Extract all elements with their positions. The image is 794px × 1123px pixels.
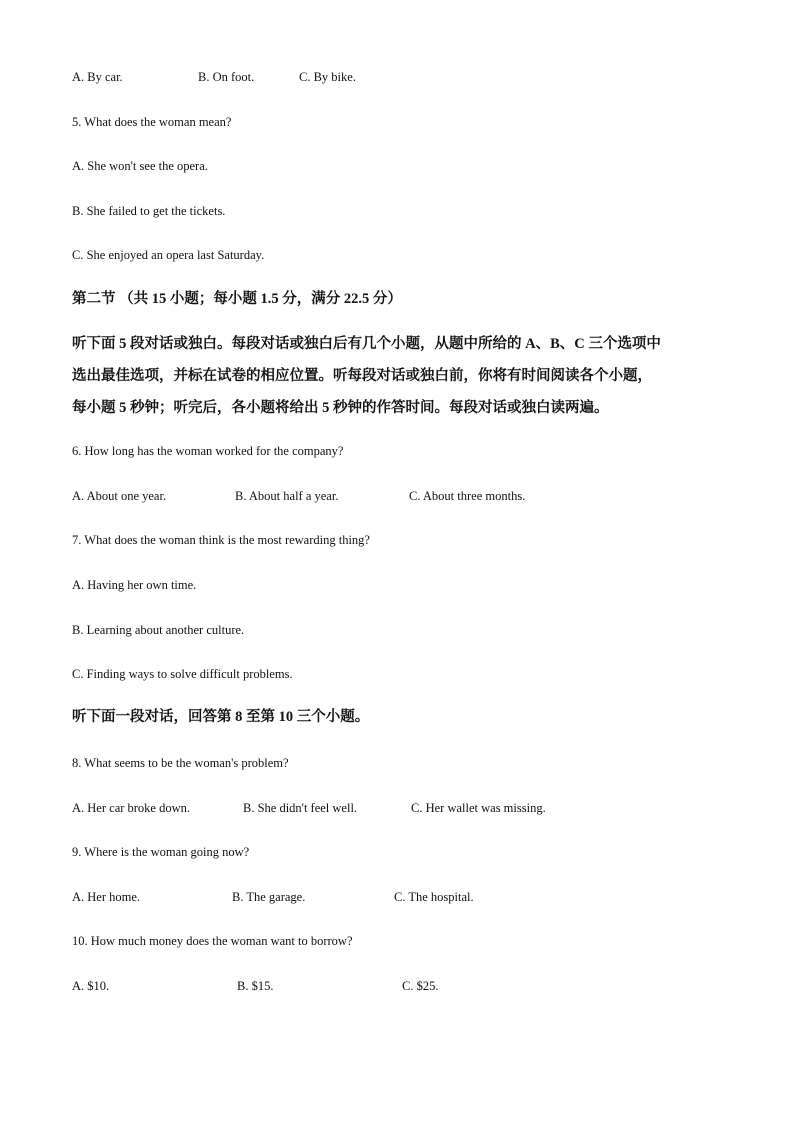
q5-option-c: C. She enjoyed an opera last Saturday.: [72, 248, 265, 262]
q10-option-c: C. $25.: [402, 979, 439, 993]
q6-option-a: A. About one year.: [72, 489, 167, 503]
q10-question: 10. How much money does the woman want to borrow?: [72, 934, 353, 948]
q7-option-c: C. Finding ways to solve difficult problems.: [72, 667, 293, 681]
q8-question: 8. What seems to be the woman's problem?: [72, 756, 289, 770]
q4-option-b: B. On foot.: [198, 70, 255, 84]
q7-option-b: B. Learning about another culture.: [72, 623, 245, 637]
q7-option-a: A. Having her own time.: [72, 578, 197, 592]
q8-option-b: B. She didn't feel well.: [243, 801, 358, 815]
q5-option-b: B. She failed to get the tickets.: [72, 204, 226, 218]
q9-option-a: A. Her home.: [72, 890, 141, 904]
dialog-intro: 听下面一段对话，回答第 8 至第 10 三个小题。: [72, 709, 370, 725]
q9-option-b: B. The garage.: [232, 890, 306, 904]
section2-instructions-line3: 每小题 5 秒钟；听完后，各小题将给出 5 秒钟的作答时间。每段对话或独白读两遍。: [72, 400, 609, 416]
q5-question: 5. What does the woman mean?: [72, 115, 232, 129]
section2-heading: 第二节 （共 15 小题；每小题 1.5 分，满分 22.5 分）: [72, 291, 402, 307]
section2-instructions-line1: 听下面 5 段对话或独白。每段对话或独白后有几个小题，从题中所给的 A、B、C 三个选项中: [72, 336, 661, 352]
q8-option-c: C. Her wallet was missing.: [411, 801, 546, 815]
q5-option-a: A. She won't see the opera.: [72, 159, 208, 173]
q10-option-b: B. $15.: [237, 979, 274, 993]
q6-option-c: C. About three months.: [409, 489, 526, 503]
q9-question: 9. Where is the woman going now?: [72, 845, 250, 859]
q7-question: 7. What does the woman think is the most rewarding thing?: [72, 533, 370, 547]
section2-instructions-line2: 选出最佳选项，并标在试卷的相应位置。听每段对话或独白前，你将有时间阅读各个小题，: [72, 368, 652, 384]
q6-question: 6. How long has the woman worked for the company?: [72, 444, 344, 458]
q4-option-a: A. By car.: [72, 70, 123, 84]
q9-option-c: C. The hospital.: [394, 890, 474, 904]
q8-option-a: A. Her car broke down.: [72, 801, 191, 815]
q10-option-a: A. $10.: [72, 979, 110, 993]
q6-option-b: B. About half a year.: [235, 489, 339, 503]
q4-option-c: C. By bike.: [299, 70, 356, 84]
